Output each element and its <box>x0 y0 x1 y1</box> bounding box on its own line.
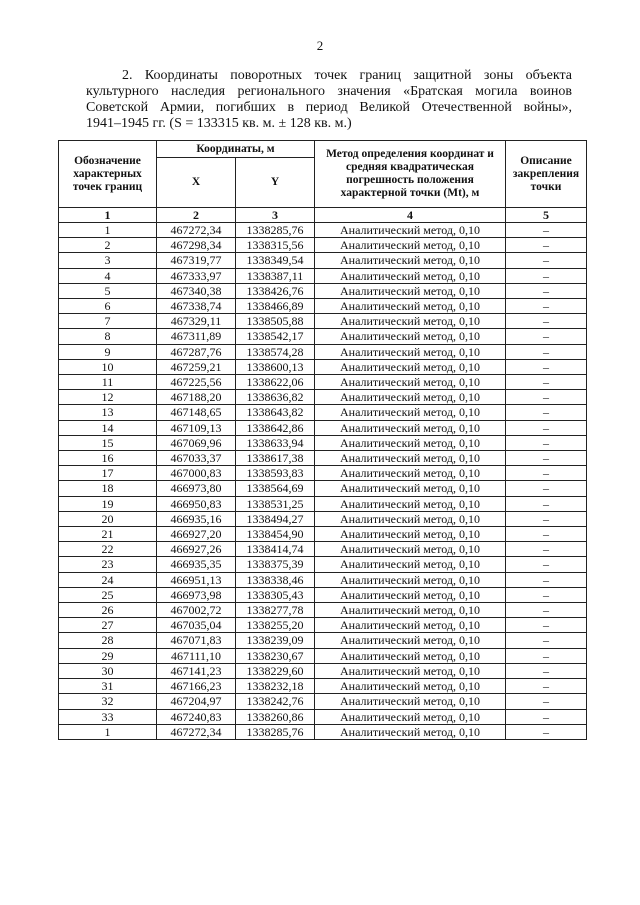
method-cell: Аналитический метод, 0,10 <box>315 268 506 283</box>
column-number-1: 1 <box>59 208 157 223</box>
y-cell: 1338564,69 <box>236 481 315 496</box>
method-cell: Аналитический метод, 0,10 <box>315 587 506 602</box>
x-cell: 467340,38 <box>157 283 236 298</box>
description-cell: – <box>506 268 587 283</box>
description-cell: – <box>506 283 587 298</box>
method-cell: Аналитический метод, 0,10 <box>315 314 506 329</box>
y-cell: 1338375,39 <box>236 557 315 572</box>
point-id-cell: 22 <box>59 542 157 557</box>
point-id-cell: 33 <box>59 709 157 724</box>
x-cell: 467240,83 <box>157 709 236 724</box>
y-cell: 1338622,06 <box>236 375 315 390</box>
point-id-cell: 18 <box>59 481 157 496</box>
description-cell: – <box>506 542 587 557</box>
y-cell: 1338466,89 <box>236 299 315 314</box>
description-cell: – <box>506 481 587 496</box>
y-cell: 1338414,74 <box>236 542 315 557</box>
x-cell: 467148,65 <box>157 405 236 420</box>
x-cell: 467166,23 <box>157 679 236 694</box>
column-number-4: 4 <box>315 208 506 223</box>
description-cell: – <box>506 587 587 602</box>
intro-line-3: Советской Армии, погибших в период Великой Отечественной войны», <box>86 100 572 115</box>
y-cell: 1338305,43 <box>236 587 315 602</box>
x-cell: 467225,56 <box>157 375 236 390</box>
method-cell: Аналитический метод, 0,10 <box>315 329 506 344</box>
description-cell: – <box>506 663 587 678</box>
point-id-cell: 23 <box>59 557 157 572</box>
description-cell: – <box>506 709 587 724</box>
intro-line-4: 1941–1945 гг. (S = 133315 кв. м. ± 128 кв. м.) <box>86 116 352 131</box>
intro-line-1: 2. Координаты поворотных точек границ защитной зоны объекта <box>122 68 572 83</box>
intro-line-2: культурного наследия регионального значения «Братская могила воинов <box>86 84 572 99</box>
description-cell: – <box>506 603 587 618</box>
x-cell: 467287,76 <box>157 344 236 359</box>
y-cell: 1338239,09 <box>236 633 315 648</box>
y-cell: 1338454,90 <box>236 527 315 542</box>
table-row <box>59 481 587 496</box>
description-cell: – <box>506 694 587 709</box>
y-cell: 1338349,54 <box>236 253 315 268</box>
method-cell: Аналитический метод, 0,10 <box>315 694 506 709</box>
y-cell: 1338255,20 <box>236 618 315 633</box>
method-cell: Аналитический метод, 0,10 <box>315 223 506 238</box>
description-cell: – <box>506 527 587 542</box>
point-id-cell: 12 <box>59 390 157 405</box>
x-cell: 467338,74 <box>157 299 236 314</box>
table-row <box>59 587 587 602</box>
description-cell: – <box>506 223 587 238</box>
point-id-cell: 17 <box>59 466 157 481</box>
header-method: Метод определения координат и средняя квадратическая погрешность положения характерной точки (Mt), м <box>315 141 506 208</box>
description-cell: – <box>506 359 587 374</box>
table-row <box>59 724 587 739</box>
method-cell: Аналитический метод, 0,10 <box>315 511 506 526</box>
table-row <box>59 238 587 253</box>
y-cell: 1338230,67 <box>236 648 315 663</box>
table-row <box>59 435 587 450</box>
y-cell: 1338643,82 <box>236 405 315 420</box>
point-id-cell: 19 <box>59 496 157 511</box>
method-cell: Аналитический метод, 0,10 <box>315 618 506 633</box>
point-id-cell: 20 <box>59 511 157 526</box>
point-id-cell: 30 <box>59 663 157 678</box>
description-cell: – <box>506 375 587 390</box>
method-cell: Аналитический метод, 0,10 <box>315 603 506 618</box>
coordinates-table <box>58 140 587 740</box>
table-row <box>59 572 587 587</box>
x-cell: 467333,97 <box>157 268 236 283</box>
point-id-cell: 31 <box>59 679 157 694</box>
x-cell: 467069,96 <box>157 435 236 450</box>
table-row <box>59 390 587 405</box>
table-row <box>59 648 587 663</box>
y-cell: 1338387,11 <box>236 268 315 283</box>
x-cell: 466927,20 <box>157 527 236 542</box>
table-row <box>59 359 587 374</box>
description-cell: – <box>506 390 587 405</box>
y-cell: 1338642,86 <box>236 420 315 435</box>
method-cell: Аналитический метод, 0,10 <box>315 709 506 724</box>
table-row <box>59 223 587 238</box>
method-cell: Аналитический метод, 0,10 <box>315 390 506 405</box>
description-cell: – <box>506 648 587 663</box>
method-cell: Аналитический метод, 0,10 <box>315 375 506 390</box>
table-row <box>59 603 587 618</box>
x-cell: 466973,80 <box>157 481 236 496</box>
point-id-cell: 26 <box>59 603 157 618</box>
y-cell: 1338315,56 <box>236 238 315 253</box>
method-cell: Аналитический метод, 0,10 <box>315 648 506 663</box>
point-id-cell: 8 <box>59 329 157 344</box>
y-cell: 1338505,88 <box>236 314 315 329</box>
point-id-cell: 9 <box>59 344 157 359</box>
intro-paragraph <box>86 68 572 132</box>
x-cell: 466973,98 <box>157 587 236 602</box>
x-cell: 466927,26 <box>157 542 236 557</box>
table-row <box>59 466 587 481</box>
header-designation: Обозначение характерных точек границ <box>59 141 157 208</box>
description-cell: – <box>506 451 587 466</box>
method-cell: Аналитический метод, 0,10 <box>315 724 506 739</box>
y-cell: 1338338,46 <box>236 572 315 587</box>
page-number: 2 <box>316 38 324 53</box>
description-cell: – <box>506 344 587 359</box>
method-cell: Аналитический метод, 0,10 <box>315 542 506 557</box>
method-cell: Аналитический метод, 0,10 <box>315 420 506 435</box>
header-y: Y <box>236 158 315 208</box>
y-cell: 1338232,18 <box>236 679 315 694</box>
method-cell: Аналитический метод, 0,10 <box>315 253 506 268</box>
table-row <box>59 633 587 648</box>
header-x: X <box>157 158 236 208</box>
method-cell: Аналитический метод, 0,10 <box>315 527 506 542</box>
column-number-2: 2 <box>157 208 236 223</box>
method-cell: Аналитический метод, 0,10 <box>315 238 506 253</box>
table-row <box>59 527 587 542</box>
method-cell: Аналитический метод, 0,10 <box>315 557 506 572</box>
y-cell: 1338617,38 <box>236 451 315 466</box>
x-cell: 467109,13 <box>157 420 236 435</box>
table-row <box>59 542 587 557</box>
y-cell: 1338285,76 <box>236 724 315 739</box>
table-row <box>59 663 587 678</box>
description-cell: – <box>506 299 587 314</box>
x-cell: 467204,97 <box>157 694 236 709</box>
method-cell: Аналитический метод, 0,10 <box>315 481 506 496</box>
table-row <box>59 420 587 435</box>
point-id-cell: 11 <box>59 375 157 390</box>
y-cell: 1338593,83 <box>236 466 315 481</box>
point-id-cell: 28 <box>59 633 157 648</box>
point-id-cell: 4 <box>59 268 157 283</box>
description-cell: – <box>506 329 587 344</box>
point-id-cell: 10 <box>59 359 157 374</box>
column-number-5: 5 <box>506 208 587 223</box>
point-id-cell: 21 <box>59 527 157 542</box>
table-row <box>59 618 587 633</box>
x-cell: 467272,34 <box>157 724 236 739</box>
table-row <box>59 283 587 298</box>
method-cell: Аналитический метод, 0,10 <box>315 299 506 314</box>
description-cell: – <box>506 572 587 587</box>
header-coordinates: Координаты, м <box>157 141 315 158</box>
y-cell: 1338494,27 <box>236 511 315 526</box>
method-cell: Аналитический метод, 0,10 <box>315 633 506 648</box>
x-cell: 467298,34 <box>157 238 236 253</box>
x-cell: 467141,23 <box>157 663 236 678</box>
column-number-3: 3 <box>236 208 315 223</box>
method-cell: Аналитический метод, 0,10 <box>315 572 506 587</box>
y-cell: 1338574,28 <box>236 344 315 359</box>
table-row <box>59 344 587 359</box>
point-id-cell: 25 <box>59 587 157 602</box>
x-cell: 467071,83 <box>157 633 236 648</box>
y-cell: 1338531,25 <box>236 496 315 511</box>
y-cell: 1338426,76 <box>236 283 315 298</box>
table-row <box>59 268 587 283</box>
x-cell: 467002,72 <box>157 603 236 618</box>
x-cell: 467272,34 <box>157 223 236 238</box>
description-cell: – <box>506 238 587 253</box>
y-cell: 1338285,76 <box>236 223 315 238</box>
table-row <box>59 329 587 344</box>
x-cell: 467111,10 <box>157 648 236 663</box>
method-cell: Аналитический метод, 0,10 <box>315 359 506 374</box>
method-cell: Аналитический метод, 0,10 <box>315 663 506 678</box>
point-id-cell: 32 <box>59 694 157 709</box>
point-id-cell: 7 <box>59 314 157 329</box>
y-cell: 1338633,94 <box>236 435 315 450</box>
point-id-cell: 3 <box>59 253 157 268</box>
x-cell: 467035,04 <box>157 618 236 633</box>
table-row <box>59 253 587 268</box>
point-id-cell: 15 <box>59 435 157 450</box>
y-cell: 1338260,86 <box>236 709 315 724</box>
y-cell: 1338636,82 <box>236 390 315 405</box>
description-cell: – <box>506 633 587 648</box>
x-cell: 467329,11 <box>157 314 236 329</box>
method-cell: Аналитический метод, 0,10 <box>315 679 506 694</box>
description-cell: – <box>506 511 587 526</box>
table-row <box>59 314 587 329</box>
description-cell: – <box>506 679 587 694</box>
method-cell: Аналитический метод, 0,10 <box>315 496 506 511</box>
y-cell: 1338242,76 <box>236 694 315 709</box>
header-description: Описание закрепления точки <box>506 141 587 208</box>
table-row <box>59 451 587 466</box>
point-id-cell: 27 <box>59 618 157 633</box>
method-cell: Аналитический метод, 0,10 <box>315 405 506 420</box>
description-cell: – <box>506 405 587 420</box>
x-cell: 466950,83 <box>157 496 236 511</box>
point-id-cell: 16 <box>59 451 157 466</box>
x-cell: 467319,77 <box>157 253 236 268</box>
method-cell: Аналитический метод, 0,10 <box>315 466 506 481</box>
table-body <box>59 223 587 740</box>
y-cell: 1338542,17 <box>236 329 315 344</box>
table-row <box>59 496 587 511</box>
table-row <box>59 299 587 314</box>
table-row <box>59 557 587 572</box>
x-cell: 466951,13 <box>157 572 236 587</box>
x-cell: 467033,37 <box>157 451 236 466</box>
table-row <box>59 375 587 390</box>
y-cell: 1338600,13 <box>236 359 315 374</box>
method-cell: Аналитический метод, 0,10 <box>315 451 506 466</box>
point-id-cell: 24 <box>59 572 157 587</box>
point-id-cell: 1 <box>59 724 157 739</box>
description-cell: – <box>506 618 587 633</box>
method-cell: Аналитический метод, 0,10 <box>315 344 506 359</box>
column-numbers-row <box>59 208 587 223</box>
point-id-cell: 2 <box>59 238 157 253</box>
x-cell: 467000,83 <box>157 466 236 481</box>
x-cell: 466935,35 <box>157 557 236 572</box>
description-cell: – <box>506 314 587 329</box>
table-row <box>59 511 587 526</box>
x-cell: 467311,89 <box>157 329 236 344</box>
y-cell: 1338277,78 <box>236 603 315 618</box>
description-cell: – <box>506 253 587 268</box>
description-cell: – <box>506 724 587 739</box>
description-cell: – <box>506 557 587 572</box>
description-cell: – <box>506 420 587 435</box>
table-row <box>59 694 587 709</box>
point-id-cell: 14 <box>59 420 157 435</box>
table-row <box>59 679 587 694</box>
method-cell: Аналитический метод, 0,10 <box>315 283 506 298</box>
x-cell: 467259,21 <box>157 359 236 374</box>
x-cell: 466935,16 <box>157 511 236 526</box>
description-cell: – <box>506 496 587 511</box>
point-id-cell: 13 <box>59 405 157 420</box>
table-row <box>59 709 587 724</box>
point-id-cell: 29 <box>59 648 157 663</box>
description-cell: – <box>506 466 587 481</box>
method-cell: Аналитический метод, 0,10 <box>315 435 506 450</box>
point-id-cell: 6 <box>59 299 157 314</box>
y-cell: 1338229,60 <box>236 663 315 678</box>
table-row <box>59 405 587 420</box>
x-cell: 467188,20 <box>157 390 236 405</box>
point-id-cell: 1 <box>59 223 157 238</box>
point-id-cell: 5 <box>59 283 157 298</box>
description-cell: – <box>506 435 587 450</box>
